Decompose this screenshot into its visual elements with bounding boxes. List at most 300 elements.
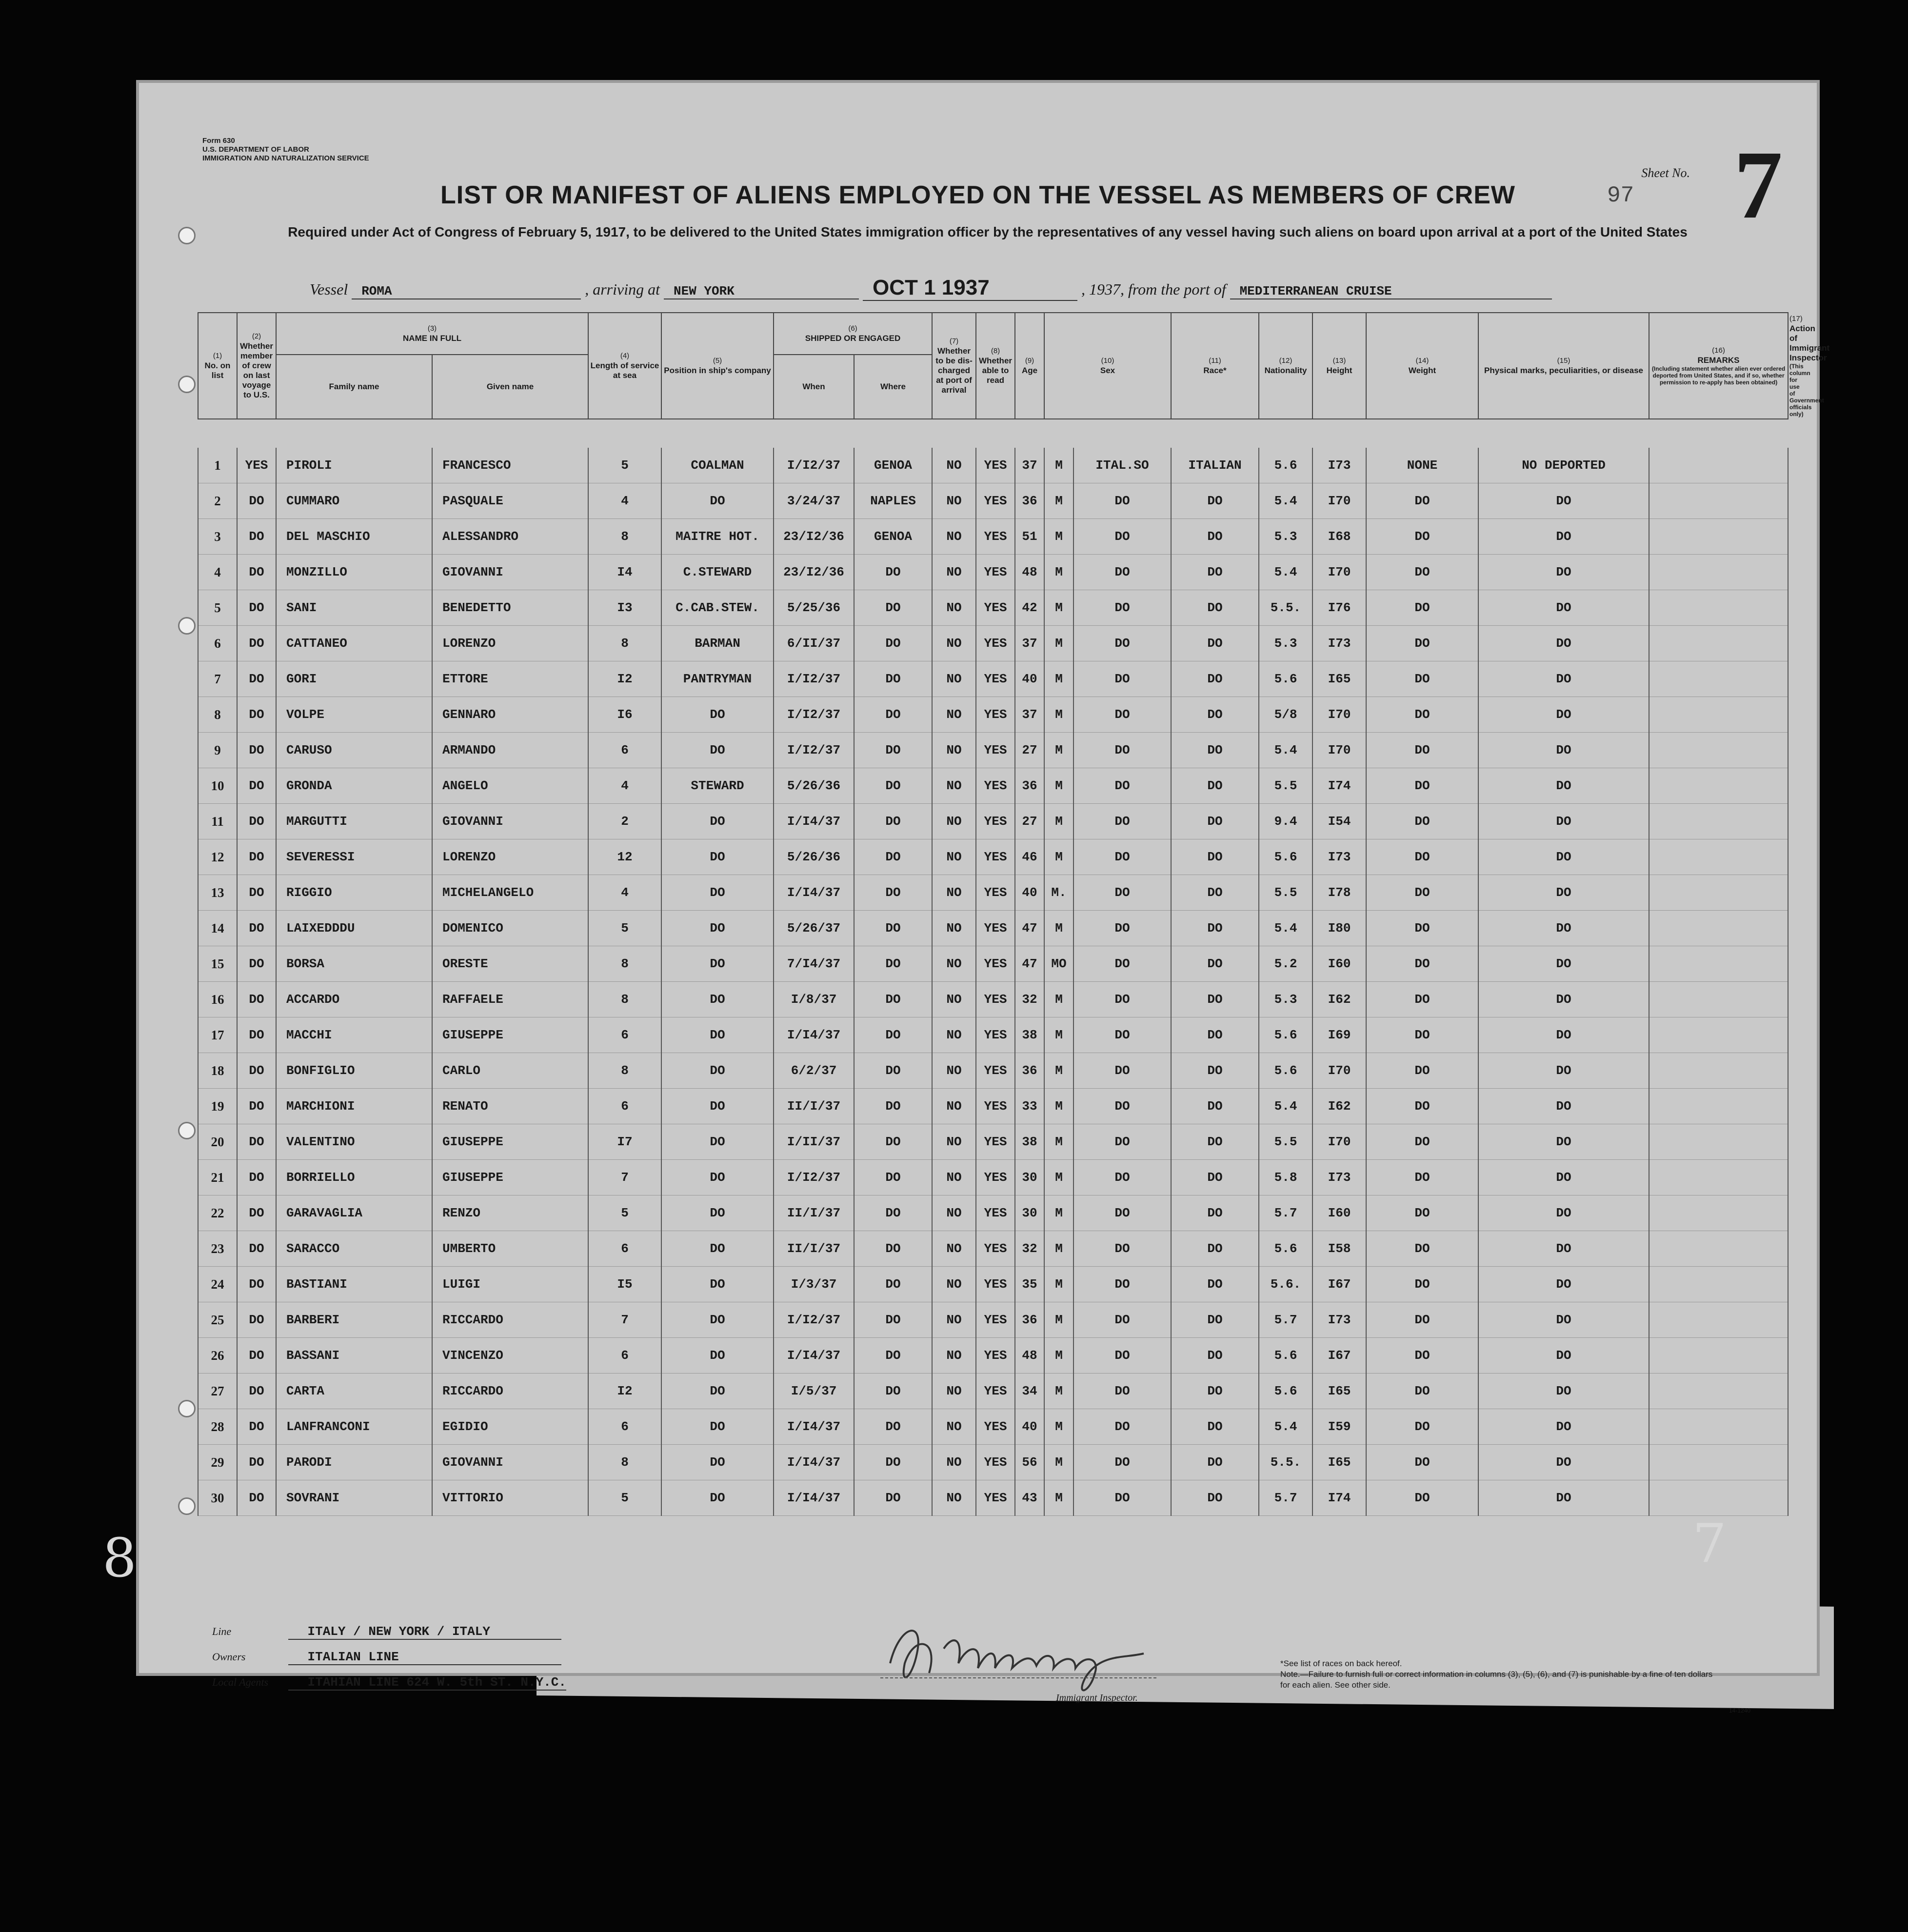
cell-race: DO bbox=[1073, 1160, 1171, 1195]
cell-age: 36 bbox=[1015, 1053, 1044, 1089]
cell-marks: DO bbox=[1366, 911, 1478, 946]
cell-shipped-when: I/3/37 bbox=[774, 1267, 854, 1302]
cell-family-name: BASSANI bbox=[276, 1338, 432, 1374]
cell-service: 4 bbox=[588, 483, 661, 519]
cell-discharged: NO bbox=[932, 1160, 976, 1195]
cell-remarks: DO bbox=[1478, 697, 1649, 733]
cell-position: DO bbox=[661, 1480, 774, 1516]
cell-no: 5 bbox=[198, 590, 237, 626]
cell-marks: DO bbox=[1366, 982, 1478, 1017]
cell-weight: I70 bbox=[1312, 697, 1366, 733]
cell-given-name: ANGELO bbox=[432, 768, 588, 804]
cell-given-name: VINCENZO bbox=[432, 1338, 588, 1374]
cell-remarks: DO bbox=[1478, 483, 1649, 519]
cell-no: 27 bbox=[198, 1374, 237, 1409]
cell-no: 12 bbox=[198, 839, 237, 875]
cell-sex: M bbox=[1044, 661, 1073, 697]
cell-inspector-action bbox=[1649, 1053, 1788, 1089]
cell-inspector-action bbox=[1649, 1409, 1788, 1445]
cell-service: 6 bbox=[588, 1089, 661, 1124]
cell-marks: DO bbox=[1366, 555, 1478, 590]
cell-race: DO bbox=[1073, 1374, 1171, 1409]
cell-weight: I76 bbox=[1312, 590, 1366, 626]
cell-height: 5.2 bbox=[1259, 946, 1312, 982]
cell-family-name: VALENTINO bbox=[276, 1124, 432, 1160]
cell-no: 10 bbox=[198, 768, 237, 804]
cell-race: ITAL.SO bbox=[1073, 448, 1171, 483]
crew-row bbox=[198, 875, 1788, 911]
cell-discharged: NO bbox=[932, 875, 976, 911]
cell-weight: I69 bbox=[1312, 1017, 1366, 1053]
cell-remarks: DO bbox=[1478, 519, 1649, 555]
cell-nationality: DO bbox=[1171, 1267, 1259, 1302]
cell-can-read: YES bbox=[976, 733, 1015, 768]
cell-shipped-when: I/I4/37 bbox=[774, 1409, 854, 1445]
cell-age: 37 bbox=[1015, 697, 1044, 733]
cell-sex: M bbox=[1044, 733, 1073, 768]
cell-position: DO bbox=[661, 946, 774, 982]
cell-age: 40 bbox=[1015, 661, 1044, 697]
cell-remarks: DO bbox=[1478, 1267, 1649, 1302]
cell-sex: M bbox=[1044, 839, 1073, 875]
line-label: Line bbox=[212, 1625, 232, 1637]
cell-can-read: YES bbox=[976, 1267, 1015, 1302]
cell-remarks: DO bbox=[1478, 982, 1649, 1017]
cell-marks: DO bbox=[1366, 697, 1478, 733]
cell-no: 17 bbox=[198, 1017, 237, 1053]
cell-position: DO bbox=[661, 1267, 774, 1302]
cell-age: 47 bbox=[1015, 946, 1044, 982]
cell-discharged: NO bbox=[932, 661, 976, 697]
form-number: Form 630 bbox=[202, 137, 235, 145]
cell-discharged: NO bbox=[932, 1231, 976, 1267]
cell-age: 51 bbox=[1015, 519, 1044, 555]
crew-row bbox=[198, 1445, 1788, 1480]
cell-height: 5.6 bbox=[1259, 1017, 1312, 1053]
cell-position: C.CAB.STEW. bbox=[661, 590, 774, 626]
cell-sex: M bbox=[1044, 1160, 1073, 1195]
cell-remarks: DO bbox=[1478, 590, 1649, 626]
cell-can-read: YES bbox=[976, 1231, 1015, 1267]
cell-weight: I60 bbox=[1312, 946, 1366, 982]
cell-no: 8 bbox=[198, 697, 237, 733]
cell-sex: M bbox=[1044, 590, 1073, 626]
cell-shipped-where: DO bbox=[854, 661, 932, 697]
cell-no: 15 bbox=[198, 946, 237, 982]
cell-race: DO bbox=[1073, 875, 1171, 911]
crew-row bbox=[198, 1089, 1788, 1124]
cell-nationality: DO bbox=[1171, 946, 1259, 982]
col-no-header: (1) No. on list bbox=[198, 313, 237, 419]
cell-position: DO bbox=[661, 911, 774, 946]
cell-age: 56 bbox=[1015, 1445, 1044, 1480]
col-marks-header: (15) Physical marks, peculiarities, or disease bbox=[1478, 313, 1649, 419]
col-service-header: (4) Length of service at sea bbox=[588, 313, 661, 419]
footer-fields bbox=[212, 1624, 566, 1700]
cell-no: 26 bbox=[198, 1338, 237, 1374]
col-remarks-header: (16) REMARKS (Including statement whether alien ever ordered deported from United States, and if so, whether permission to re-apply has been obtained) bbox=[1649, 313, 1788, 419]
cell-weight: I73 bbox=[1312, 1302, 1366, 1338]
cell-family-name: LAIXEDDDU bbox=[276, 911, 432, 946]
cell-marks: DO bbox=[1366, 1338, 1478, 1374]
cell-discharged: NO bbox=[932, 626, 976, 661]
cell-marks: DO bbox=[1366, 1089, 1478, 1124]
cell-last-voyage: DO bbox=[237, 519, 276, 555]
cell-can-read: YES bbox=[976, 1195, 1015, 1231]
cell-can-read: YES bbox=[976, 626, 1015, 661]
cell-marks: DO bbox=[1366, 483, 1478, 519]
cell-service: I7 bbox=[588, 1124, 661, 1160]
cell-shipped-when: I/I2/37 bbox=[774, 661, 854, 697]
cell-shipped-when: I/8/37 bbox=[774, 982, 854, 1017]
cell-weight: I70 bbox=[1312, 555, 1366, 590]
cell-shipped-when: I/I2/37 bbox=[774, 1160, 854, 1195]
col-race-header: (11) Race* bbox=[1171, 313, 1259, 419]
cell-marks: DO bbox=[1366, 590, 1478, 626]
cell-inspector-action bbox=[1649, 1195, 1788, 1231]
cell-last-voyage: DO bbox=[237, 839, 276, 875]
cell-nationality: DO bbox=[1171, 1409, 1259, 1445]
cell-can-read: YES bbox=[976, 697, 1015, 733]
cell-family-name: MARCHIONI bbox=[276, 1089, 432, 1124]
cell-race: DO bbox=[1073, 946, 1171, 982]
punch-hole bbox=[178, 1400, 196, 1417]
cell-inspector-action bbox=[1649, 982, 1788, 1017]
cell-discharged: NO bbox=[932, 1445, 976, 1480]
cell-family-name: CATTANEO bbox=[276, 626, 432, 661]
cell-can-read: YES bbox=[976, 1017, 1015, 1053]
cell-inspector-action bbox=[1649, 1267, 1788, 1302]
cell-remarks: DO bbox=[1478, 1017, 1649, 1053]
cell-last-voyage: DO bbox=[237, 1160, 276, 1195]
cell-height: 5.4 bbox=[1259, 555, 1312, 590]
cell-shipped-when: I/I2/37 bbox=[774, 697, 854, 733]
cell-height: 5.4 bbox=[1259, 1409, 1312, 1445]
cell-height: 5.4 bbox=[1259, 911, 1312, 946]
cell-discharged: NO bbox=[932, 804, 976, 839]
cell-age: 38 bbox=[1015, 1124, 1044, 1160]
cell-race: DO bbox=[1073, 1017, 1171, 1053]
cell-nationality: DO bbox=[1171, 1160, 1259, 1195]
cell-race: DO bbox=[1073, 911, 1171, 946]
cell-position: BARMAN bbox=[661, 626, 774, 661]
cell-shipped-where: DO bbox=[854, 946, 932, 982]
cell-inspector-action bbox=[1649, 1124, 1788, 1160]
cell-family-name: GORI bbox=[276, 661, 432, 697]
cell-sex: M bbox=[1044, 1195, 1073, 1231]
cell-service: 2 bbox=[588, 804, 661, 839]
cell-service: 4 bbox=[588, 768, 661, 804]
cell-service: I2 bbox=[588, 661, 661, 697]
cell-last-voyage: DO bbox=[237, 946, 276, 982]
cell-service: 7 bbox=[588, 1302, 661, 1338]
cell-marks: DO bbox=[1366, 1302, 1478, 1338]
col-last-voyage-header: (2) Whether member of crew on last voyage to U.S. bbox=[237, 313, 276, 419]
cell-discharged: NO bbox=[932, 982, 976, 1017]
cell-service: 6 bbox=[588, 1409, 661, 1445]
col-shipped-header: (6) SHIPPED OR ENGAGED bbox=[774, 313, 932, 355]
cell-inspector-action bbox=[1649, 875, 1788, 911]
departure-port: MEDITERRANEAN CRUISE bbox=[1230, 284, 1552, 299]
cell-last-voyage: DO bbox=[237, 804, 276, 839]
cell-no: 3 bbox=[198, 519, 237, 555]
cell-service: 5 bbox=[588, 1195, 661, 1231]
crew-row bbox=[198, 1124, 1788, 1160]
crew-row bbox=[198, 911, 1788, 946]
cell-position: DO bbox=[661, 1124, 774, 1160]
col-when-header: When bbox=[774, 355, 854, 419]
cell-weight: I58 bbox=[1312, 1231, 1366, 1267]
form-code: 14-1240 bbox=[1729, 1707, 1751, 1714]
cell-last-voyage: DO bbox=[237, 590, 276, 626]
cell-remarks: DO bbox=[1478, 1053, 1649, 1089]
cell-race: DO bbox=[1073, 1053, 1171, 1089]
cell-nationality: DO bbox=[1171, 1302, 1259, 1338]
cell-can-read: YES bbox=[976, 1338, 1015, 1374]
cell-marks: DO bbox=[1366, 1374, 1478, 1409]
cell-position: DO bbox=[661, 1017, 774, 1053]
cell-last-voyage: DO bbox=[237, 1053, 276, 1089]
cell-family-name: VOLPE bbox=[276, 697, 432, 733]
cell-age: 32 bbox=[1015, 982, 1044, 1017]
cell-shipped-when: II/I/37 bbox=[774, 1195, 854, 1231]
cell-family-name: BORSA bbox=[276, 946, 432, 982]
arriving-port: NEW YORK bbox=[664, 284, 859, 299]
cell-family-name: MARGUTTI bbox=[276, 804, 432, 839]
cell-age: 30 bbox=[1015, 1160, 1044, 1195]
cell-marks: DO bbox=[1366, 1409, 1478, 1445]
cell-can-read: YES bbox=[976, 804, 1015, 839]
cell-given-name: BENEDETTO bbox=[432, 590, 588, 626]
cell-discharged: NO bbox=[932, 1124, 976, 1160]
cell-age: 36 bbox=[1015, 483, 1044, 519]
cell-family-name: DEL MASCHIO bbox=[276, 519, 432, 555]
cell-inspector-action bbox=[1649, 733, 1788, 768]
cell-sex: M. bbox=[1044, 875, 1073, 911]
cell-shipped-where: DO bbox=[854, 1124, 932, 1160]
cell-discharged: NO bbox=[932, 1409, 976, 1445]
cell-inspector-action bbox=[1649, 1445, 1788, 1480]
cell-age: 40 bbox=[1015, 875, 1044, 911]
cell-last-voyage: DO bbox=[237, 1302, 276, 1338]
cell-position: DO bbox=[661, 839, 774, 875]
cell-position: STEWARD bbox=[661, 768, 774, 804]
cell-sex: M bbox=[1044, 1480, 1073, 1516]
cell-shipped-where: DO bbox=[854, 1409, 932, 1445]
cell-family-name: SOVRANI bbox=[276, 1480, 432, 1516]
cell-discharged: NO bbox=[932, 1480, 976, 1516]
cell-sex: MO bbox=[1044, 946, 1073, 982]
cell-shipped-where: GENOA bbox=[854, 448, 932, 483]
cell-race: DO bbox=[1073, 483, 1171, 519]
cell-height: 5.3 bbox=[1259, 982, 1312, 1017]
cell-shipped-where: DO bbox=[854, 1302, 932, 1338]
cell-sex: M bbox=[1044, 1302, 1073, 1338]
cell-sex: M bbox=[1044, 1374, 1073, 1409]
cell-weight: I73 bbox=[1312, 626, 1366, 661]
inspector-label: Immigrant Inspector. bbox=[1056, 1693, 1138, 1703]
cell-shipped-where: GENOA bbox=[854, 519, 932, 555]
cell-no: 22 bbox=[198, 1195, 237, 1231]
cell-last-voyage: DO bbox=[237, 1409, 276, 1445]
cell-shipped-where: DO bbox=[854, 911, 932, 946]
cell-weight: I73 bbox=[1312, 448, 1366, 483]
cell-remarks: DO bbox=[1478, 1124, 1649, 1160]
cell-age: 37 bbox=[1015, 448, 1044, 483]
cell-sex: M bbox=[1044, 483, 1073, 519]
cell-family-name: SARACCO bbox=[276, 1231, 432, 1267]
cell-nationality: DO bbox=[1171, 875, 1259, 911]
cell-can-read: YES bbox=[976, 448, 1015, 483]
crew-row bbox=[198, 590, 1788, 626]
cell-discharged: NO bbox=[932, 483, 976, 519]
crew-row bbox=[198, 982, 1788, 1017]
vessel-name: ROMA bbox=[352, 284, 581, 299]
cell-can-read: YES bbox=[976, 1374, 1015, 1409]
cell-given-name: ALESSANDRO bbox=[432, 519, 588, 555]
cell-service: I2 bbox=[588, 1374, 661, 1409]
cell-weight: I54 bbox=[1312, 804, 1366, 839]
cell-service: 6 bbox=[588, 1338, 661, 1374]
cell-inspector-action bbox=[1649, 1089, 1788, 1124]
crew-row bbox=[198, 1374, 1788, 1409]
cell-last-voyage: DO bbox=[237, 697, 276, 733]
cell-given-name: LORENZO bbox=[432, 626, 588, 661]
cell-last-voyage: DO bbox=[237, 1445, 276, 1480]
cell-nationality: DO bbox=[1171, 483, 1259, 519]
cell-no: 20 bbox=[198, 1124, 237, 1160]
cell-discharged: NO bbox=[932, 1017, 976, 1053]
footer-notes bbox=[1280, 1658, 1719, 1691]
cell-age: 27 bbox=[1015, 733, 1044, 768]
cell-sex: M bbox=[1044, 768, 1073, 804]
cell-can-read: YES bbox=[976, 1124, 1015, 1160]
cell-age: 48 bbox=[1015, 1338, 1044, 1374]
cell-nationality: DO bbox=[1171, 1338, 1259, 1374]
cell-service: 6 bbox=[588, 1231, 661, 1267]
cell-given-name: RICCARDO bbox=[432, 1302, 588, 1338]
cell-height: 5/8 bbox=[1259, 697, 1312, 733]
cell-race: DO bbox=[1073, 733, 1171, 768]
cell-no: 11 bbox=[198, 804, 237, 839]
cell-shipped-where: DO bbox=[854, 1374, 932, 1409]
cell-marks: DO bbox=[1366, 1231, 1478, 1267]
fine-note: Note.—Failure to furnish full or correct information in columns (3), (5), (6), and (7) is punishable by a fine of ten dollars for each alien. See other side. bbox=[1280, 1670, 1713, 1690]
cell-discharged: NO bbox=[932, 590, 976, 626]
cell-given-name: CARLO bbox=[432, 1053, 588, 1089]
cell-sex: M bbox=[1044, 804, 1073, 839]
cell-position: DO bbox=[661, 483, 774, 519]
cell-can-read: YES bbox=[976, 768, 1015, 804]
cell-shipped-where: DO bbox=[854, 697, 932, 733]
cell-last-voyage: DO bbox=[237, 733, 276, 768]
cell-marks: DO bbox=[1366, 804, 1478, 839]
crew-row bbox=[198, 626, 1788, 661]
cell-marks: DO bbox=[1366, 1124, 1478, 1160]
cell-shipped-when: I/I4/37 bbox=[774, 1480, 854, 1516]
cell-service: I6 bbox=[588, 697, 661, 733]
agents-value: ITAHIAN LINE 624 W. 5th ST. N.Y.C. bbox=[288, 1675, 567, 1691]
cell-position: DO bbox=[661, 1445, 774, 1480]
cell-shipped-when: I/I2/37 bbox=[774, 448, 854, 483]
cell-no: 25 bbox=[198, 1302, 237, 1338]
cell-race: DO bbox=[1073, 1338, 1171, 1374]
cell-height: 9.4 bbox=[1259, 804, 1312, 839]
cell-shipped-where: DO bbox=[854, 1160, 932, 1195]
cell-height: 5.6 bbox=[1259, 839, 1312, 875]
cell-race: DO bbox=[1073, 590, 1171, 626]
cell-shipped-when: 5/26/36 bbox=[774, 768, 854, 804]
cell-last-voyage: DO bbox=[237, 1231, 276, 1267]
inspector-signature bbox=[871, 1605, 1163, 1702]
cell-weight: I74 bbox=[1312, 768, 1366, 804]
cell-nationality: DO bbox=[1171, 626, 1259, 661]
owners-label: Owners bbox=[212, 1651, 246, 1663]
cell-remarks: DO bbox=[1478, 1195, 1649, 1231]
cell-shipped-when: I/I2/37 bbox=[774, 733, 854, 768]
crew-row bbox=[198, 804, 1788, 839]
cell-height: 5.6 bbox=[1259, 1338, 1312, 1374]
cell-height: 5.6 bbox=[1259, 661, 1312, 697]
cell-shipped-where: DO bbox=[854, 1480, 932, 1516]
cell-position: DO bbox=[661, 1302, 774, 1338]
col-family-header: Family name bbox=[276, 355, 432, 419]
cell-weight: I62 bbox=[1312, 1089, 1366, 1124]
cell-age: 35 bbox=[1015, 1267, 1044, 1302]
cell-remarks: DO bbox=[1478, 733, 1649, 768]
cell-race: DO bbox=[1073, 804, 1171, 839]
cell-weight: I80 bbox=[1312, 911, 1366, 946]
cell-no: 9 bbox=[198, 733, 237, 768]
cell-no: 18 bbox=[198, 1053, 237, 1089]
cell-family-name: RIGGIO bbox=[276, 875, 432, 911]
cell-sex: M bbox=[1044, 1089, 1073, 1124]
cell-remarks: DO bbox=[1478, 661, 1649, 697]
crew-row bbox=[198, 555, 1788, 590]
crew-row bbox=[198, 697, 1788, 733]
cell-marks: DO bbox=[1366, 733, 1478, 768]
cell-weight: I67 bbox=[1312, 1267, 1366, 1302]
col-position-header: (5) Position in ship's company bbox=[661, 313, 774, 419]
cell-height: 5.6. bbox=[1259, 1267, 1312, 1302]
cell-age: 30 bbox=[1015, 1195, 1044, 1231]
cell-nationality: DO bbox=[1171, 661, 1259, 697]
cell-shipped-where: NAPLES bbox=[854, 483, 932, 519]
cell-no: 24 bbox=[198, 1267, 237, 1302]
sheet-number: 7 bbox=[1734, 131, 1783, 239]
cell-service: 8 bbox=[588, 626, 661, 661]
cell-given-name: GIUSEPPE bbox=[432, 1124, 588, 1160]
cell-shipped-where: DO bbox=[854, 982, 932, 1017]
cell-can-read: YES bbox=[976, 1160, 1015, 1195]
cell-remarks: DO bbox=[1478, 875, 1649, 911]
cell-last-voyage: DO bbox=[237, 911, 276, 946]
cell-last-voyage: DO bbox=[237, 1017, 276, 1053]
cell-weight: I68 bbox=[1312, 519, 1366, 555]
cell-weight: I70 bbox=[1312, 733, 1366, 768]
crew-row bbox=[198, 519, 1788, 555]
cell-race: DO bbox=[1073, 1445, 1171, 1480]
cell-inspector-action bbox=[1649, 1017, 1788, 1053]
cell-shipped-when: II/I/37 bbox=[774, 1089, 854, 1124]
cell-shipped-when: 6/2/37 bbox=[774, 1053, 854, 1089]
cell-height: 5.5 bbox=[1259, 768, 1312, 804]
cell-race: DO bbox=[1073, 1480, 1171, 1516]
cell-shipped-when: I/5/37 bbox=[774, 1374, 854, 1409]
cell-position: DO bbox=[661, 982, 774, 1017]
cell-shipped-where: DO bbox=[854, 1231, 932, 1267]
cell-position: DO bbox=[661, 1374, 774, 1409]
